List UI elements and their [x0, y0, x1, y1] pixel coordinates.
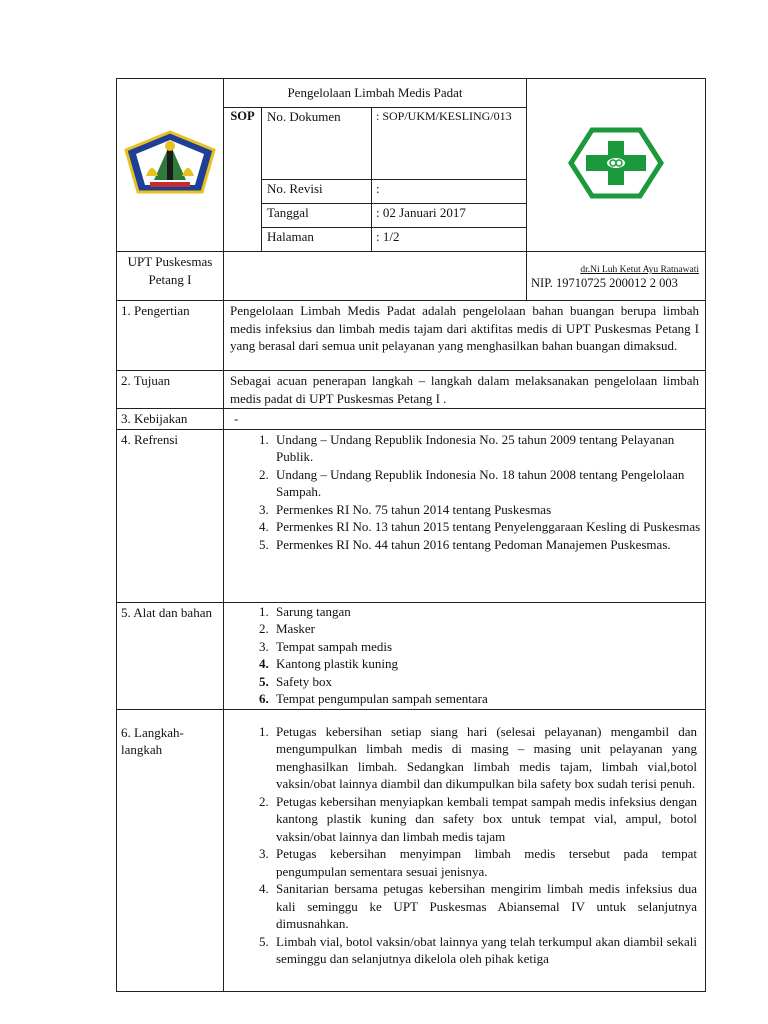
- unit-name: UPT Puskesmas Petang I: [117, 252, 224, 301]
- sop-label: SOP: [224, 108, 262, 252]
- referensi-item: 1. Undang – Undang Republik Indonesia No. 25 tahun 2009 tentang Pelayanan Publik.: [272, 431, 705, 466]
- document-title: Pengelolaan Limbah Medis Padat: [224, 79, 527, 108]
- sop-table: [116, 78, 706, 992]
- referensi-list: [224, 431, 705, 554]
- meta-label-revisi: No. Revisi: [262, 180, 372, 204]
- regional-emblem-cell: [117, 79, 224, 252]
- section-list-alat-cell: [224, 602, 706, 709]
- signer-nip: NIP. 19710725 200012 2 003: [531, 276, 678, 290]
- alat-item: 1. Sarung tangan: [272, 603, 705, 621]
- meta-value-revisi: :: [372, 180, 527, 204]
- referensi-item: 5. Permenkes RI No. 44 tahun 2016 tentang Pedoman Manajemen Puskesmas.: [272, 536, 705, 554]
- meta-label-dokumen: No. Dokumen: [262, 108, 372, 180]
- signer-name: dr.Ni Luh Ketut Ayu Ratnawati: [580, 265, 699, 275]
- alat-list: [224, 603, 705, 708]
- meta-label-tanggal: Tanggal: [262, 204, 372, 228]
- langkah-item: 5. Limbah vial, botol vaksin/obat lainnya yang telah terkumpul akan diambil sekali seminggu dan selanjutnya dikelola oleh pihak ketiga: [272, 933, 697, 968]
- section-text-kebijakan: -: [224, 409, 706, 430]
- referensi-item: 3. Permenkes RI No. 75 tahun 2014 tentang Puskesmas: [272, 501, 705, 519]
- section-list-referensi-cell: [224, 429, 706, 602]
- alat-item: 4. Kantong plastik kuning: [272, 655, 705, 673]
- langkah-item: 1. Petugas kebersihan setiap siang hari (selesai pelayanan) mengambil dan mengumpulkan limbah medis di masing – masing unit pelayanan yang menghasilkan limbah. Sedangkan limbah medis tajam, limbah vial,botol vaksin/obat lainnya diambil dan dikumpulkan bila safety box sudah terisi penuh.: [272, 723, 697, 793]
- langkah-item: 2. Petugas kebersihan menyiapkan kembali tempat sampah medis infeksius dengan kantong plastik kuning dan safety box untuk tempat vial, ampul, botol vaksin/obat lainnya dan limbah medis tajam: [272, 793, 697, 846]
- section-label-tujuan: 2. Tujuan: [117, 371, 224, 409]
- referensi-item: 4. Permenkes RI No. 13 tahun 2015 tentang Penyelenggaraan Kesling di Puskesmas: [272, 518, 705, 536]
- section-text-pengertian: Pengelolaan Limbah Medis Padat adalah pengelolaan bahan buangan berupa limbah medis infeksius dan limbah medis tajam dari aktifitas medis di UPT Puskesmas Petang I yang berasal dari semua unit pelayanan yang menghasilkan bahan buangan dimaksud.: [224, 301, 706, 371]
- section-text-tujuan: Sebagai acuan penerapan langkah – langkah dalam melaksanakan pengelolaan limbah medis padat di UPT Puskesmas Petang I .: [224, 371, 706, 409]
- sop-document: [116, 78, 705, 992]
- referensi-item: 2. Undang – Undang Republik Indonesia No. 18 tahun 2008 tentang Pengelolaan Sampah.: [272, 466, 705, 501]
- meta-value-dokumen: : SOP/UKM/KESLING/013: [372, 108, 527, 180]
- puskesmas-logo-icon: [568, 127, 664, 199]
- section-list-langkah-cell: [224, 709, 706, 991]
- langkah-item: 4. Sanitarian bersama petugas kebersihan mengirim limbah medis infeksius dua kali seminggu ke UPT Puskesmas Abiansemal IV untuk selanjutnya dimusnahkan.: [272, 880, 697, 933]
- section-label-langkah: 6. Langkah-langkah: [117, 709, 224, 991]
- alat-item: 2. Masker: [272, 620, 705, 638]
- section-label-referensi: 4. Refrensi: [117, 429, 224, 602]
- signature-cell: [527, 252, 706, 301]
- meta-value-halaman: : 1/2: [372, 228, 527, 252]
- meta-label-halaman: Halaman: [262, 228, 372, 252]
- alat-item: 5. Safety box: [272, 673, 705, 691]
- langkah-item: 3. Petugas kebersihan menyimpan limbah medis tersebut pada tempat pengumpulan sementara sesuai jenisnya.: [272, 845, 697, 880]
- alat-item: 6. Tempat pengumpulan sampah sementara: [272, 690, 705, 708]
- section-label-alat: 5. Alat dan bahan: [117, 602, 224, 709]
- regional-emblem-icon: [124, 130, 216, 196]
- meta-value-tanggal: : 02 Januari 2017: [372, 204, 527, 228]
- langkah-list: [224, 723, 697, 968]
- puskesmas-logo-cell: [527, 79, 706, 252]
- empty-header-cell: [224, 252, 527, 301]
- section-label-kebijakan: 3. Kebijakan: [117, 409, 224, 430]
- alat-item: 3. Tempat sampah medis: [272, 638, 705, 656]
- section-label-pengertian: 1. Pengertian: [117, 301, 224, 371]
